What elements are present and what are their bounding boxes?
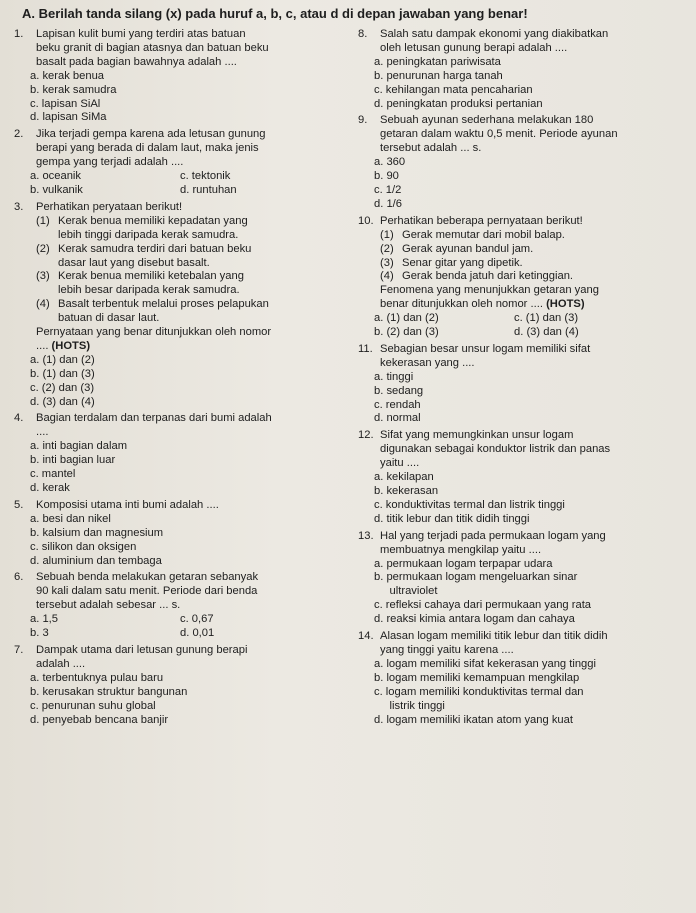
- question-number: 3.: [14, 200, 24, 213]
- statement-2: (2) Kerak samudra terdiri dari batuan beku dasar laut yang disebut basalt.: [36, 242, 252, 269]
- question-text: Sebuah benda melakukan getaran sebanyak: [36, 571, 259, 584]
- question-text: Pernyataan yang benar ditunjukkan oleh nomor: [36, 326, 272, 339]
- statement-4: (4) Basalt terbentuk melalui proses pelapukan batuan di dasar laut.: [36, 298, 269, 325]
- question-text: 90 kali dalam satu menit. Periode dari benda: [36, 585, 258, 598]
- question-text: Alasan logam memiliki titik lebur dan titik didih: [380, 630, 608, 643]
- option-a[interactable]: a. permukaan logam terpapar udara: [374, 557, 553, 570]
- option-b-continued: ultraviolet: [374, 585, 438, 598]
- question-text: Komposisi utama inti bumi adalah ....: [36, 498, 219, 511]
- hots-label: (HOTS): [546, 298, 585, 311]
- option-a[interactable]: a. besi dan nikel: [30, 512, 111, 525]
- option-c[interactable]: c. rendah: [374, 398, 421, 411]
- question-text: tersebut adalah sebesar ... s.: [36, 599, 181, 612]
- option-d[interactable]: d. aluminium dan tembaga: [30, 554, 162, 567]
- question-3: [10, 201, 350, 410]
- option-c[interactable]: c. mantel: [30, 468, 76, 481]
- option-b[interactable]: b. vulkanik: [30, 183, 83, 196]
- statement-3: (3) Senar gitar yang dipetik.: [380, 256, 523, 269]
- option-a[interactable]: a. (1) dan (2): [374, 312, 439, 325]
- question-number: 11.: [358, 342, 373, 355]
- option-a[interactable]: a. (1) dan (2): [30, 353, 95, 366]
- option-b[interactable]: b. logam memiliki kemampuan mengkilap: [374, 671, 580, 684]
- option-b[interactable]: b. kerak samudra: [30, 83, 117, 96]
- question-number: 8.: [358, 28, 368, 40]
- question-number: 13.: [358, 529, 374, 542]
- question-10: [354, 215, 692, 340]
- question-number: 6.: [14, 571, 24, 584]
- question-text: Sebuah ayunan sederhana melakukan 180: [380, 114, 594, 127]
- question-text: adalah ....: [36, 657, 86, 670]
- question-2: [10, 128, 350, 198]
- option-b[interactable]: b. kekerasan: [374, 485, 439, 497]
- option-b[interactable]: b. inti bagian luar: [30, 454, 116, 467]
- question-9: [354, 114, 692, 211]
- question-text: getaran dalam waktu 0,5 menit. Periode ayunan: [380, 128, 618, 141]
- option-c[interactable]: c. 1/2: [374, 183, 402, 196]
- question-11: [354, 343, 692, 426]
- option-b[interactable]: b. penurunan harga tanah: [374, 69, 503, 82]
- question-12: [354, 429, 692, 526]
- statement-2: (2) Gerak ayunan bandul jam.: [380, 242, 534, 255]
- option-b[interactable]: b. kalsium dan magnesium: [30, 526, 164, 539]
- question-text: membuatnya mengkilap yaitu ....: [380, 543, 542, 556]
- option-c[interactable]: c. (2) dan (3): [30, 381, 95, 394]
- option-d[interactable]: d. normal: [374, 412, 421, 425]
- option-c[interactable]: c. tektonik: [180, 170, 231, 183]
- option-c[interactable]: c. penurunan suhu global: [30, 699, 156, 712]
- option-b[interactable]: b. 90: [374, 170, 399, 183]
- option-b[interactable]: b. permukaan logam mengeluarkan sinar: [374, 571, 578, 584]
- option-d[interactable]: d. reaksi kimia antara logam dan cahaya: [374, 613, 575, 626]
- question-text: tersebut adalah ... s.: [380, 142, 482, 155]
- option-c[interactable]: c. konduktivitas termal dan listrik tinggi: [374, 498, 565, 511]
- question-number: 12.: [358, 429, 374, 442]
- option-d[interactable]: d. penyebab bencana banjir: [30, 713, 169, 726]
- question-number: 2.: [14, 128, 24, 141]
- question-text: basalt pada bagian bawahnya adalah ....: [36, 55, 237, 68]
- option-d[interactable]: d. lapisan SiMa: [30, 111, 107, 124]
- option-a[interactable]: a. kerak benua: [30, 69, 105, 82]
- question-number: 7.: [14, 643, 24, 656]
- option-a[interactable]: a. 1,5: [30, 613, 58, 626]
- question-text: Salah satu dampak ekonomi yang diakibatkan: [380, 28, 609, 40]
- question-number: 9.: [358, 114, 368, 127]
- question-1: [10, 28, 350, 125]
- option-a[interactable]: a. logam memiliki sifat kekerasan yang tinggi: [374, 657, 596, 670]
- question-text: Jika terjadi gempa karena ada letusan gunung: [36, 128, 266, 141]
- left-column: [10, 28, 350, 727]
- option-d[interactable]: d. 0,01: [180, 627, 215, 640]
- question-text: beku granit di bagian atasnya dan batuan beku: [36, 41, 269, 54]
- question-text: Dampak utama dari letusan gunung berapi: [36, 643, 248, 656]
- option-b[interactable]: b. 3: [30, 627, 49, 640]
- option-c[interactable]: c. lapisan SiAl: [30, 97, 101, 110]
- option-a[interactable]: a. peningkatan pariwisata: [374, 55, 501, 68]
- question-text: ....: [36, 426, 49, 439]
- question-text: gempa yang terjadi adalah ....: [36, 156, 184, 169]
- question-number: 1.: [14, 28, 24, 40]
- statement-1: (1) Gerak memutar dari mobil balap.: [380, 228, 565, 241]
- option-a[interactable]: a. kekilapan: [374, 471, 434, 484]
- question-text: .... (HOTS): [36, 339, 91, 352]
- option-a[interactable]: a. inti bagian dalam: [30, 440, 128, 453]
- question-7: [10, 644, 350, 727]
- question-4: [10, 412, 350, 495]
- question-text: yang tinggi yaitu karena ....: [380, 643, 514, 656]
- option-b[interactable]: b. (1) dan (3): [30, 367, 95, 380]
- question-intro: Perhatikan beberapa pernyataan berikut!: [380, 214, 583, 227]
- right-column: [354, 28, 692, 727]
- question-text: Fenomena yang menunjukkan getaran yang: [380, 284, 599, 297]
- question-text: oleh letusan gunung berapi adalah ....: [380, 41, 568, 54]
- question-text: Sifat yang memungkinkan unsur logam: [380, 429, 574, 442]
- question-14: [354, 630, 692, 727]
- option-d[interactable]: d. titik lebur dan titik didih tinggi: [374, 512, 530, 525]
- option-a[interactable]: a. oceanik: [30, 170, 81, 183]
- option-d[interactable]: d. (3) dan (4): [514, 326, 579, 339]
- question-number: 14.: [358, 630, 374, 643]
- option-d[interactable]: d. runtuhan: [180, 183, 237, 196]
- section-title: A. Berilah tanda silang (x) pada huruf a, b, c, atau d di depan jawaban yang benar!: [22, 6, 528, 21]
- question-text: berapi yang berada di dalam laut, maka jenis: [36, 142, 259, 155]
- question-text: yaitu ....: [380, 457, 420, 470]
- option-a[interactable]: a. terbentuknya pulau baru: [30, 671, 164, 684]
- statement-1: (1) Kerak benua memiliki kepadatan yang lebih tinggi daripada kerak samudra.: [36, 214, 248, 241]
- option-d[interactable]: d. kerak: [30, 482, 70, 494]
- option-a[interactable]: a. tinggi: [374, 370, 414, 383]
- question-5: [10, 499, 350, 569]
- option-d[interactable]: d. logam memiliki ikatan atom yang kuat: [374, 713, 573, 726]
- question-6: [10, 571, 350, 641]
- option-b[interactable]: b. sedang: [374, 384, 424, 397]
- question-text: kekerasan yang ....: [380, 356, 475, 369]
- question-text: benar ditunjukkan oleh nomor .... (HOTS): [380, 298, 585, 311]
- option-d[interactable]: d. (3) dan (4): [30, 395, 95, 408]
- option-d[interactable]: d. peningkatan produksi pertanian: [374, 97, 543, 110]
- option-c-continued: listrik tinggi: [374, 699, 445, 712]
- hots-label: (HOTS): [51, 339, 91, 352]
- option-b[interactable]: b. kerusakan struktur bangunan: [30, 685, 188, 698]
- question-text: digunakan sebagai konduktor listrik dan panas: [380, 443, 611, 456]
- question-8: [354, 28, 692, 111]
- question-text: Lapisan kulit bumi yang terdiri atas batuan: [36, 28, 246, 40]
- option-c[interactable]: c. kehilangan mata pencaharian: [374, 83, 533, 96]
- option-d[interactable]: d. 1/6: [374, 197, 402, 210]
- question-number: 4.: [14, 412, 24, 425]
- question-text: Hal yang terjadi pada permukaan logam yang: [380, 529, 606, 542]
- statement-3: (3) Kerak benua memiliki ketebalan yang lebih besar daripada kerak samudra.: [36, 270, 244, 297]
- question-number: 5.: [14, 498, 24, 511]
- option-c[interactable]: c. silikon dan oksigen: [30, 540, 137, 553]
- question-text: Sebagian besar unsur logam memiliki sifat: [380, 342, 591, 355]
- option-c[interactable]: c. 0,67: [180, 613, 214, 626]
- option-c[interactable]: c. (1) dan (3): [514, 312, 579, 325]
- question-number: 10.: [358, 214, 374, 227]
- option-a[interactable]: a. 360: [374, 156, 406, 169]
- question-intro: Perhatikan peryataan berikut!: [36, 200, 183, 213]
- option-c[interactable]: c. refleksi cahaya dari permukaan yang rata: [374, 599, 592, 612]
- option-b[interactable]: b. (2) dan (3): [374, 326, 439, 339]
- question-text: Bagian terdalam dan terpanas dari bumi adalah: [36, 412, 272, 425]
- option-c[interactable]: c. logam memiliki konduktivitas termal dan: [374, 685, 584, 698]
- statement-4: (4) Gerak benda jatuh dari ketinggian.: [380, 270, 574, 283]
- question-13: [354, 530, 692, 627]
